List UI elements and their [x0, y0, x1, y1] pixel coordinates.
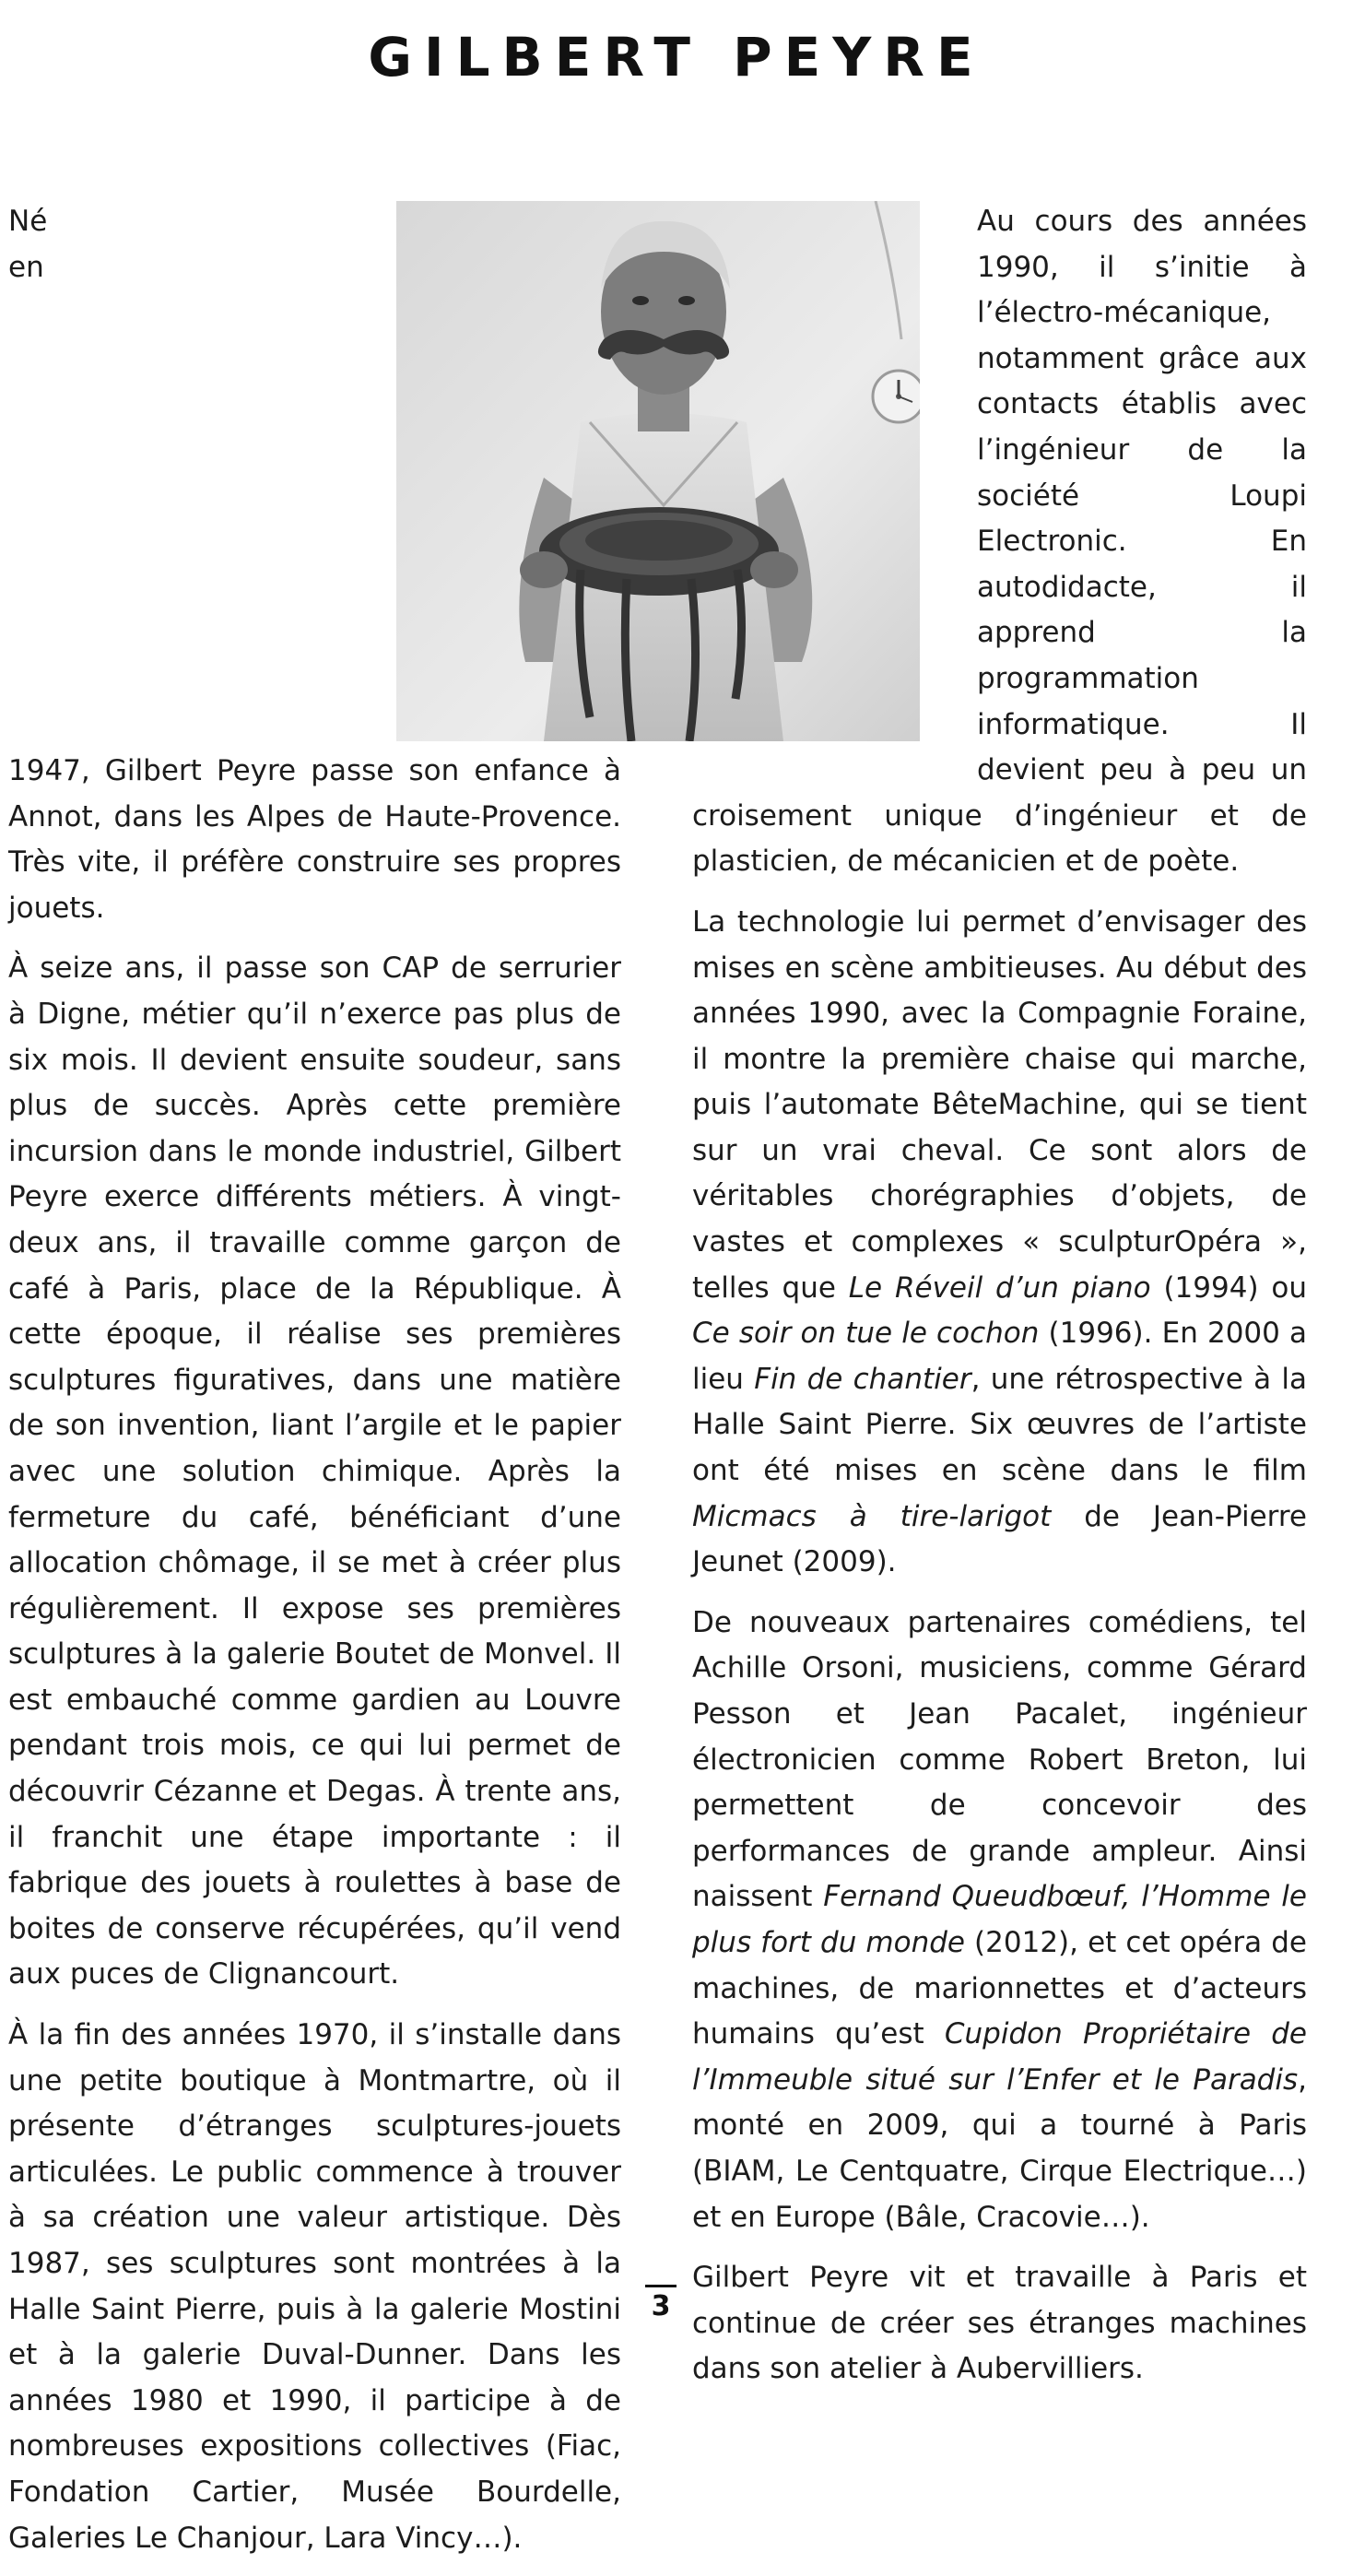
bio-paragraph-5: La technologie lui permet d’envisager des mises en scène ambitieuses. Au début des années 1990, avec la Compagnie Foraine, il montre la première chaise qui marche, puis l’automate BêteMachine, qui se tient sur un vrai cheval. Ce sont alors de véritables chorégraphies d’objets, de vastes et complexes « sculpturOpéra », telles que Le Réveil d’un piano (1994) ou Ce soir on tue le cochon (1996). En 2000 a lieu Fin de chantier, une rétrospective à la Halle Saint Pierre. Six œuvres de l’artiste ont été mises en scène dans le film Micmacs à tire-larigot de Jean-Pierre Jeunet (2009).	[692, 904, 1308, 1579]
artist-portrait-photo	[396, 201, 920, 741]
bio-paragraph-4: Au cours des années 1990, il s’initie à l’électro-mécanique, notamment grâce aux contacts établis avec l’ingénieur de la société Loupi Electronic. En autodidacte, il apprend la programmation informatique. Il devient peu à peu un croisement unique d’ingénieur et de plasticien, de mécanicien et de poète.	[692, 205, 1307, 879]
bio-paragraph-1: Né en 1947, Gilbert Peyre passe son enfance à Annot, dans les Alpes de Haute-Provence. Très vite, il préfère construire ses propres jouets.	[8, 205, 621, 925]
bio-paragraph-2: À seize ans, il passe son CAP de serrurier à Digne, métier qu’il n’exerce pas plus de six mois. Il devient ensuite soudeur, sans plus de succès. Après cette première incursion dans le monde industriel, Gilbert Peyre exerce différents métiers. À vingt-deux ans, il travaille comme garçon de café à Paris, place de la République. À cette époque, il réalise ses premières sculptures figuratives, dans une matière de son invention, liant l’argile et le papier avec une solution chimique. Après la fermeture du café, bénéficiant d’une allocation chômage, il se met à créer plus régulièrement. Il expose ses premières sculptures à la galerie Boutet de Monvel. Il est embauché comme gardien au Louvre pendant trois mois, ce qui lui permet de découvrir Cézanne et Degas. À trente ans, il franchit une étape importante : il fabrique des jouets à roulettes à base de boites de conserve récupérées, qu’il vend aux puces de Clignancourt.	[8, 951, 621, 1991]
page-number: 3	[651, 2290, 671, 2322]
page-title: GILBERT PEYRE	[368, 26, 985, 89]
bio-paragraph-3: À la fin des années 1970, il s’installe dans une petite boutique à Montmartre, où il présente d’étranges sculptures-jouets articulées. Le public commence à trouver à sa création une valeur artistique. Dès 1987, ses sculptures sont montrées à la Halle Saint Pierre, puis à la galerie Mostini et à la galerie Duval-Dunner. Dans les années 1980 et 1990, il participe à de nombreuses expositions collectives (Fiac, Fondation Cartier, Musée Bourdelle, Galeries Le Chanjour, Lara Vincy…).	[8, 2018, 621, 2555]
bio-paragraph-6: De nouveaux partenaires comédiens, tel Achille Orsoni, musiciens, comme Gérard Pesson et Jean Pacalet, ingénieur électronicien comme Robert Breton, lui permettent de concevoir des performances de grande ampleur. Ainsi naissent Fernand Queudbœuf, l’Homme le plus fort du monde (2012), et cet opéra de machines, de marionnettes et d’acteurs humains qu’est Cupidon Propriétaire de l’Immeuble situé sur l’Enfer et le Paradis, monté en 2009, qui a tourné à Paris (BIAM, Le Centquatre, Cirque Electrique…) et en Europe (Bâle, Cracovie…).	[692, 1605, 1307, 2234]
bio-paragraph-7: Gilbert Peyre vit et travaille à Paris et continue de créer ses étranges machines dans son atelier à Aubervilliers.	[692, 2261, 1307, 2386]
page-number-rule	[645, 2285, 676, 2287]
